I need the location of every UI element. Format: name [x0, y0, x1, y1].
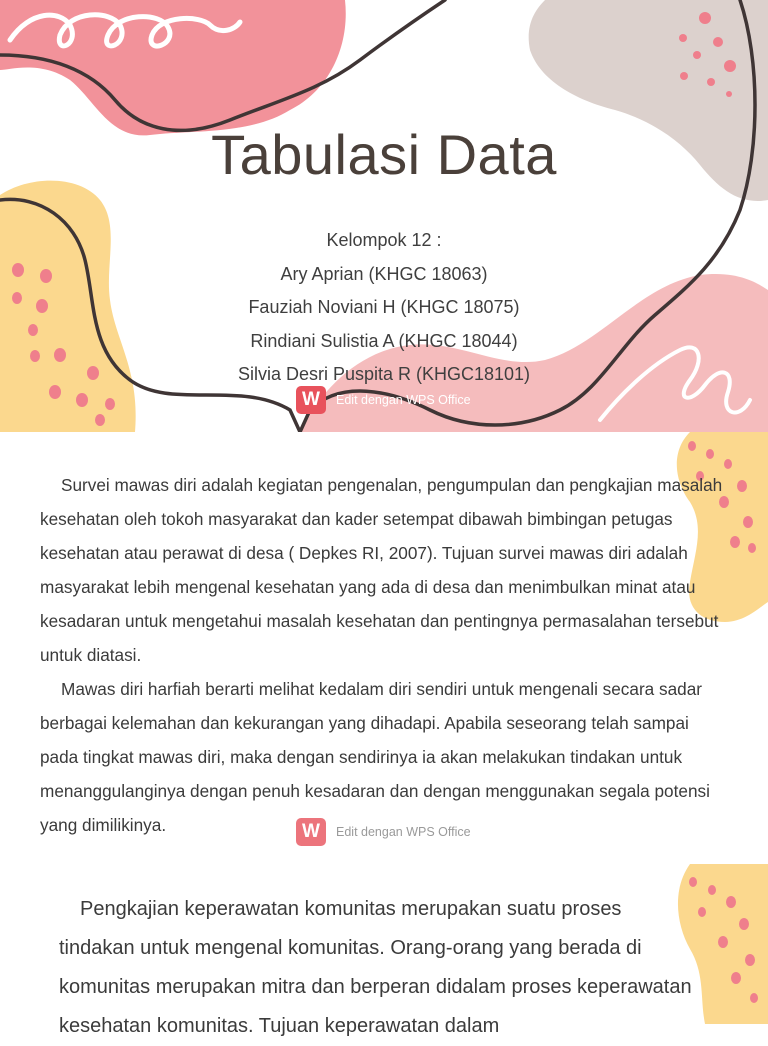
- member-item: Fauziah Noviani H (KHGC 18075): [248, 297, 520, 317]
- wps-watermark[interactable]: [296, 386, 471, 414]
- wps-logo-icon: W: [296, 386, 326, 414]
- paragraph: Pengkajian keperawatan komunitas merupakan suatu proses tindakan untuk mengenal komunitas. Orang-orang yang berada di komunitas merupakan mitra dan berperan didalam proses keperawatan kesehatan komunitas. Tujuan keperawatan dalam: [59, 898, 692, 1037]
- slide-title: Tabulasi Data: [211, 123, 557, 186]
- title-slide: [0, 0, 768, 432]
- member-list: [0, 224, 768, 392]
- member-item: Rindiani Sulistia A (KHGC 18044): [250, 330, 518, 351]
- member-item: Silvia Desri Puspita R (KHGC18101): [237, 364, 531, 384]
- group-label: Kelompok 12 :: [326, 230, 442, 250]
- body-text: [59, 890, 699, 1046]
- paragraph: Mawas diri harfiah berarti melihat kedalam diri sendiri untuk mengenali secara sadar berbagai kelemahan dan kekurangan yang dihadapi. Apabila seseorang telah sampai pada tingkat mawas diri, maka dengan sendirinya ia akan melakukan tindakan untuk menanggulanginya dengan penuh kesadaran dan dengan menggunakan segala potensi yang dimilikinya.: [40, 679, 710, 835]
- text-slide: [0, 432, 768, 864]
- wps-watermark[interactable]: [296, 818, 471, 846]
- text-slide-partial: [0, 864, 768, 1037]
- wps-watermark-text: Edit dengan WPS Office: [336, 825, 471, 839]
- wps-watermark-text: Edit dengan WPS Office: [336, 393, 471, 407]
- wps-logo-icon: W: [296, 818, 326, 846]
- body-text: [40, 468, 730, 842]
- paragraph: Survei mawas diri adalah kegiatan pengenalan, pengumpulan dan pengkajian masalah kesehatan oleh tokoh masyarakat dan kader setempat dibawah bimbingan petugas kesehatan atau perawat di desa ( Depkes RI, 2007). Tujuan survei mawas diri adalah masyarakat lebih mengenal kesehatan yang ada di desa dan menimbulkan minat atau kesadaran untuk mengetahui masalah kesehatan dan pentingnya permasalahan tersebut untuk diatasi.: [40, 475, 723, 665]
- member-item: Ary Aprian (KHGC 18063): [280, 263, 488, 284]
